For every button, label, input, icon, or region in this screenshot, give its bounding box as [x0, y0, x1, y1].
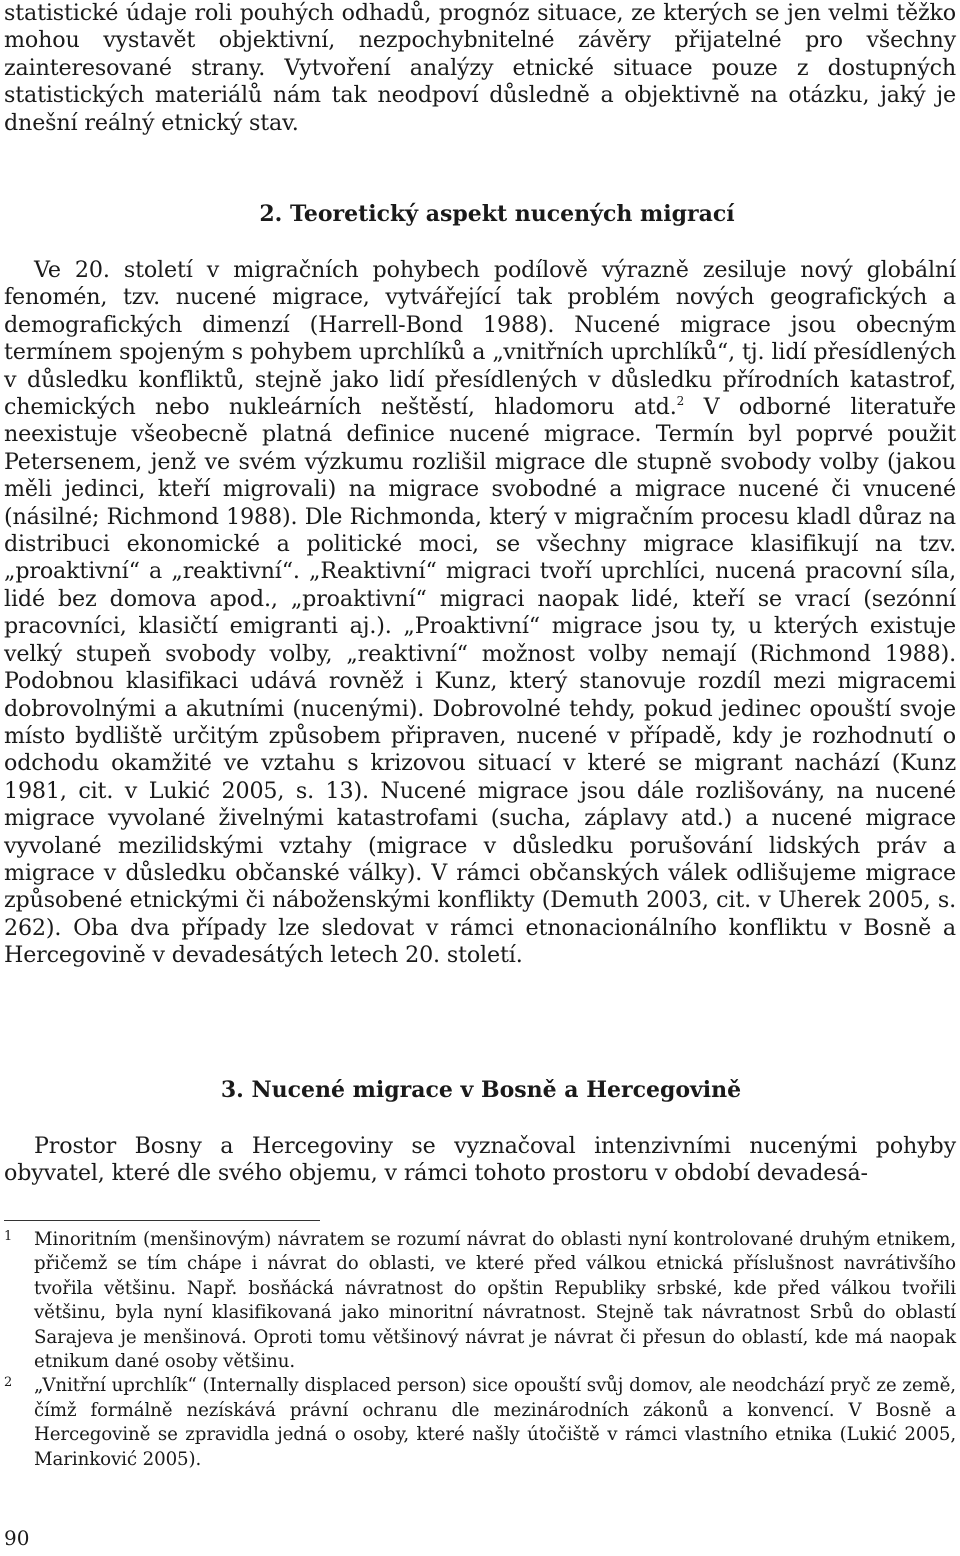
- footnote-text: „Vnitřní uprchlík“ (Internally displaced person) sice opouští svůj domov, ale neodchází pryč ze země, čímž formálně nezískává právní ochranu dle mezinárodních zákonů a konvencí. V Bosně a Hercegovině se zpravidla jedná o osoby, které našly útočiště v rámci vlastního etnika (Lukić 2005, Marinković 2005).: [34, 1375, 956, 1470]
- footnote-number: 2: [4, 1375, 13, 1391]
- section-2-heading: 2. Teoretický aspekt nucených migrací: [259, 201, 735, 227]
- intro-paragraph-block: [4, 0, 956, 137]
- footnotes: [4, 1228, 956, 1472]
- section-2-paragraph: [4, 257, 956, 970]
- section-2-text-before-note: Ve 20. století v migračních pohybech podílově výrazně zesiluje nový globální fenomén, tzv. nucené migrace, vytvářející tak problém nových geografických a demografických dimenzí (Harrell-Bond 1988). Nucené migrace jsou obecným termínem spojeným s pohybem uprchlíků a „vnitřních uprchlíků“, tj. lidí přesídlených v důsledku konfliktů, stejně jako lidí přesídlených v důsledku přírodních katastrof, chemických nebo nukleárních neštěstí, hladomoru atd.: [4, 257, 956, 421]
- page-number: 90: [4, 1526, 30, 1550]
- footnote-number: 1: [4, 1229, 13, 1244]
- footnote-2: [4, 1374, 956, 1472]
- intro-paragraph: statistické údaje roli pouhých odhadů, prognóz situace, ze kterých se jen velmi těžko mohou vystavět objektivní, nezpochybnitelné závěry přijatelné pro všechny zainteresované strany. Vytvoření analýzy etnické situace pouze z dostupných statistických materiálů nám tak neodpoví důsledně a objektivně na otázku, jaký je dnešní reálný etnický stav.: [4, 0, 956, 136]
- section-2-text-after-note: V odborné literatuře neexistuje všeobecně platná definice nucené migrace. Termín byl poprvé použit Petersenem, jenž ve svém výzkumu rozlišil migrace dle stupně svobody volby (jakou měli jedinci, kteří migrovali) na migrace svobodné a migrace nucené či vnucené (násilné; Richmond 1988). Dle Richmonda, který v migračním procesu kladl důraz na distribuci ekonomické a politické moci, se všechny migrace klasifikují na tzv. „proaktivní“ a „reaktivní“. „Reaktivní“ migraci tvoří uprchlíci, nucená pracovní síla, lidé bez domova apod., „proaktivní“ migraci naopak lidé, kteří se vrací (sezónní pracovníci, klasičtí emigranti aj.). „Proaktivní“ migrace jsou ty, u kterých existuje velký stupeň svobody volby, „reaktivní“ možnost volby nemají (Richmond 1988). Podobnou klasifikaci udává rovněž i Kunz, který stanovuje rozdíl mezi migracemi dobrovolnými a akutními (nucenými). Dobrovolné tehdy, pokud jedinec opouští svoje místo bydliště určitým způsobem připraven, nucené v případě, kdy je rozhodnutí o odchodu okamžité ve vztahu s krizovou situací v které se migrant nachází (Kunz 1981, cit. v Lukić 2005, s. 13). Nucené migrace jsou dále rozlišovány, na nucené migrace vyvolané živelnými katastrofami (sucha, záplavy atd.) a nucené migrace vyvolané mezilidskými vztahy (migrace v důsledku porušování lidských práv a migrace v důsledku občanské války). V rámci občanských válek odlišujeme migrace způsobené etnickými či náboženskými konflikty (Demuth 2003, cit. v Uherek 2005, s. 262). Oba dva případy lze sledovat v rámci etnonacionálního konfliktu v Bosně a Hercegovině v devadesátých letech 20. století.: [4, 394, 956, 969]
- section-3-paragraph: Prostor Bosny a Hercegoviny se vyznačoval intenzivními nucenými pohyby obyvatel, které dle svého objemu, v rámci tohoto prostoru v období devadesá-: [4, 1133, 956, 1187]
- footnote-separator: [4, 1220, 320, 1221]
- section-2-body: [4, 257, 956, 970]
- footnote-text: Minoritním (menšinovým) návratem se rozumí návrat do oblasti nyní kontrolované druhým etnikem, přičemž se tím chápe i návrat do oblasti, ve které před válkou etnická příslušnost navrátivšího tvořila většinu. Např. bosňácká návratnost do opštin Republiky srbské, kde před válkou tvořili většinu, byla nyní klasifikovaná jako minoritní návratnost. Stejně tak návratnost Srbů do oblastí Sarajeva je menšinová. Oproti tomu většinový návrat je návrat či přesun do oblastí, kde má naopak etnikum dané osoby většinu.: [34, 1229, 956, 1373]
- section-3-body: [4, 1133, 956, 1188]
- footnote-1: [4, 1228, 956, 1374]
- section-3-heading: 3. Nucené migrace v Bosně a Hercegovině: [220, 1077, 742, 1103]
- footnote-ref-2[interactable]: 2: [676, 394, 685, 409]
